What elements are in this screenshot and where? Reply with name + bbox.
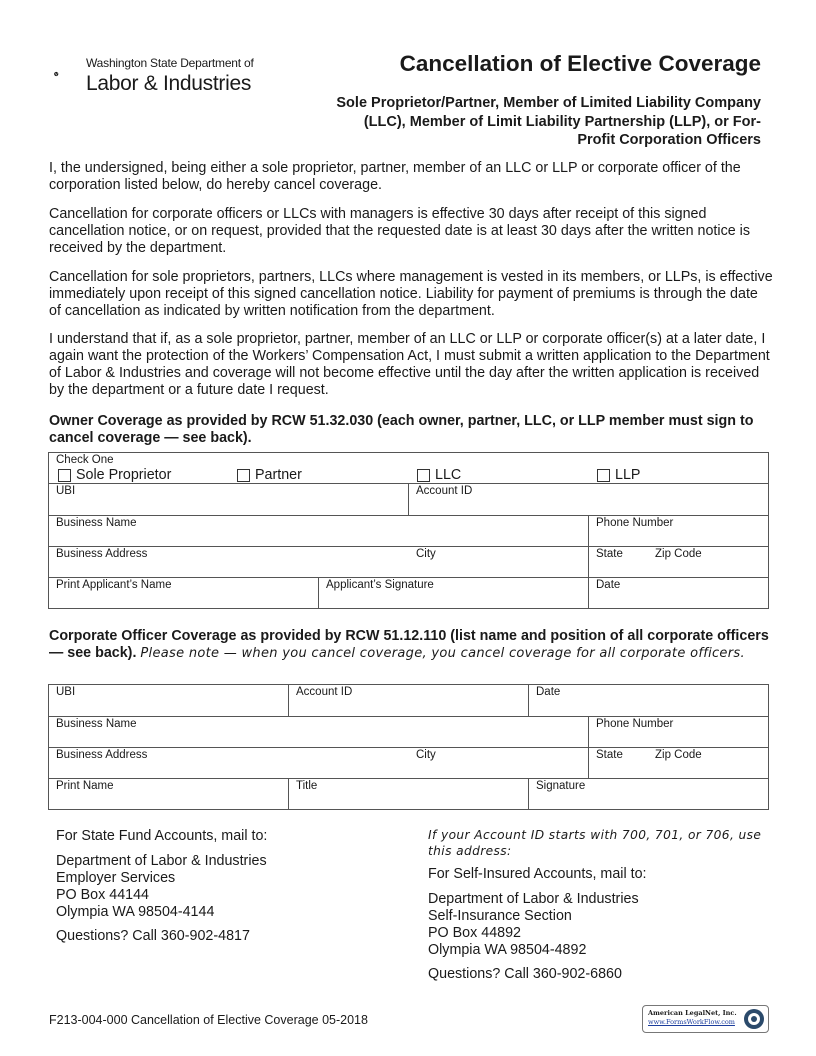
logo-agency-name: Labor & Industries xyxy=(86,72,252,95)
corp-signature-field[interactable]: Signature xyxy=(536,780,586,792)
corporate-coverage-note: Please note — when you cancel coverage, you cancel coverage for all corporate officers. xyxy=(140,646,745,661)
corp-business-name-field[interactable]: Business Name xyxy=(49,717,589,748)
corporate-coverage-heading: Corporate Officer Coverage as provided by RCW 51.12.110 (list name and position of all corporate officers — see back). Please note — when you cancel coverage, you cancel coverage for all corporate officers. xyxy=(49,628,769,661)
owner-date-field[interactable]: Date xyxy=(596,579,621,591)
form-title: Cancellation of Elective Coverage xyxy=(399,51,761,76)
corp-title-field[interactable]: Title xyxy=(289,779,529,809)
owner-print-name-field[interactable]: Print Applicant’s Name xyxy=(49,578,319,608)
llc-option[interactable]: LLC xyxy=(417,467,461,483)
corp-ubi-field[interactable]: UBI xyxy=(49,685,289,717)
corp-city-label: City xyxy=(416,749,436,761)
corp-state-label: State xyxy=(596,749,623,761)
state-fund-address: Department of Labor & Industries Employer Services PO Box 44144 Olympia WA 98504-4144 xyxy=(56,853,267,920)
owner-zip-label: Zip Code xyxy=(655,548,702,560)
corp-zip-label: Zip Code xyxy=(655,749,702,761)
owner-city-label: City xyxy=(416,548,436,560)
owner-account-id-field[interactable]: Account ID xyxy=(409,484,768,516)
sole-proprietor-option[interactable]: Sole Proprietor xyxy=(58,467,171,483)
check-one-label: Check One xyxy=(56,454,114,466)
owner-state-zip-field[interactable] xyxy=(589,547,768,578)
self-insured-intro: For Self-Insured Accounts, mail to: xyxy=(428,866,647,882)
corp-print-name-field[interactable]: Print Name xyxy=(49,779,289,809)
state-fund-questions: Questions? Call 360-902-4817 xyxy=(56,928,250,944)
partner-checkbox[interactable] xyxy=(237,469,250,482)
intro-paragraph: I, the undersigned, being either a sole proprietor, partner, member of an LLC or LLP or corporate officer of the corporation listed below, do hereby cancel coverage. xyxy=(49,160,741,193)
llp-option[interactable]: LLP xyxy=(597,467,640,483)
owner-ubi-field[interactable]: UBI xyxy=(49,484,409,516)
understanding-paragraph: I understand that if, as a sole proprietor, partner, member of an LLC or LLP or corporate officer(s) at a later date, I again want the protection of the Workers’ Compensation Act, I must submit a written application to the Department of Labor & Industries and coverage will not become effective until the day after the written application is received by the department or a future date I request. xyxy=(49,331,770,398)
self-insured-questions: Questions? Call 360-902-6860 xyxy=(428,966,622,982)
self-insured-address: Department of Labor & Industries Self-Insurance Section PO Box 44892 Olympia WA 98504-4892 xyxy=(428,891,639,958)
corp-business-address-field[interactable]: Business Address City xyxy=(49,748,589,779)
owner-phone-number-field[interactable]: Phone Number xyxy=(589,516,768,547)
partner-option[interactable]: Partner xyxy=(237,467,302,483)
owner-coverage-heading: Owner Coverage as provided by RCW 51.32.030 (each owner, partner, LLC, or LLP member must sign to cancel coverage — see back). xyxy=(49,413,754,446)
llc-checkbox[interactable] xyxy=(417,469,430,482)
owner-business-name-field[interactable]: Business Name xyxy=(49,516,589,547)
badge-seal-icon xyxy=(743,1008,765,1030)
corp-account-id-field[interactable]: Account ID xyxy=(289,685,529,717)
self-insured-note: If your Account ID starts with 700, 701, or 706, use this address: xyxy=(428,828,762,858)
form-subtitle: Sole Proprietor/Partner, Member of Limited Liability Company (LLC), Member of Limit Liability Partnership (LLP), or For-Profit Corporation Officers xyxy=(336,95,761,148)
owner-state-label: State xyxy=(596,548,623,560)
logo-agency-line: Washington State Department of xyxy=(86,56,254,70)
owner-signature-field[interactable]: Applicant’s Signature xyxy=(319,578,589,608)
sole-proprietor-cancellation-paragraph: Cancellation for sole proprietors, partners, LLCs where management is vested in its members, or LLPs, is effective immediately upon receipt of this signed cancellation notice. Liability for payment of premiums is through the date of cancellation as indicated by written notification from the department. xyxy=(49,269,773,319)
forms-workflow-badge[interactable]: American LegalNet, Inc. www.FormsWorkFlow.com xyxy=(642,1005,769,1033)
check-one-row xyxy=(49,453,768,484)
corporate-cancellation-paragraph: Cancellation for corporate officers or LLCs with managers is effective 30 days after receipt of this signed cancellation notice, or on request, provided that the requested date is at least 30 days after the written notice is received by the department. xyxy=(49,206,750,256)
state-fund-intro: For State Fund Accounts, mail to: xyxy=(56,828,268,844)
llp-checkbox[interactable] xyxy=(597,469,610,482)
corp-phone-number-field[interactable]: Phone Number xyxy=(589,717,768,748)
owner-business-address-field[interactable]: Business Address City xyxy=(49,547,589,578)
sole-proprietor-checkbox[interactable] xyxy=(58,469,71,482)
corporate-coverage-table xyxy=(48,684,769,810)
corp-state-zip-field[interactable] xyxy=(589,748,768,779)
lni-logo-icon xyxy=(54,46,86,102)
form-number-footer: F213-004-000 Cancellation of Elective Coverage 05-2018 xyxy=(49,1013,368,1027)
corp-date-field[interactable]: Date xyxy=(529,685,768,717)
owner-coverage-table xyxy=(48,452,769,609)
